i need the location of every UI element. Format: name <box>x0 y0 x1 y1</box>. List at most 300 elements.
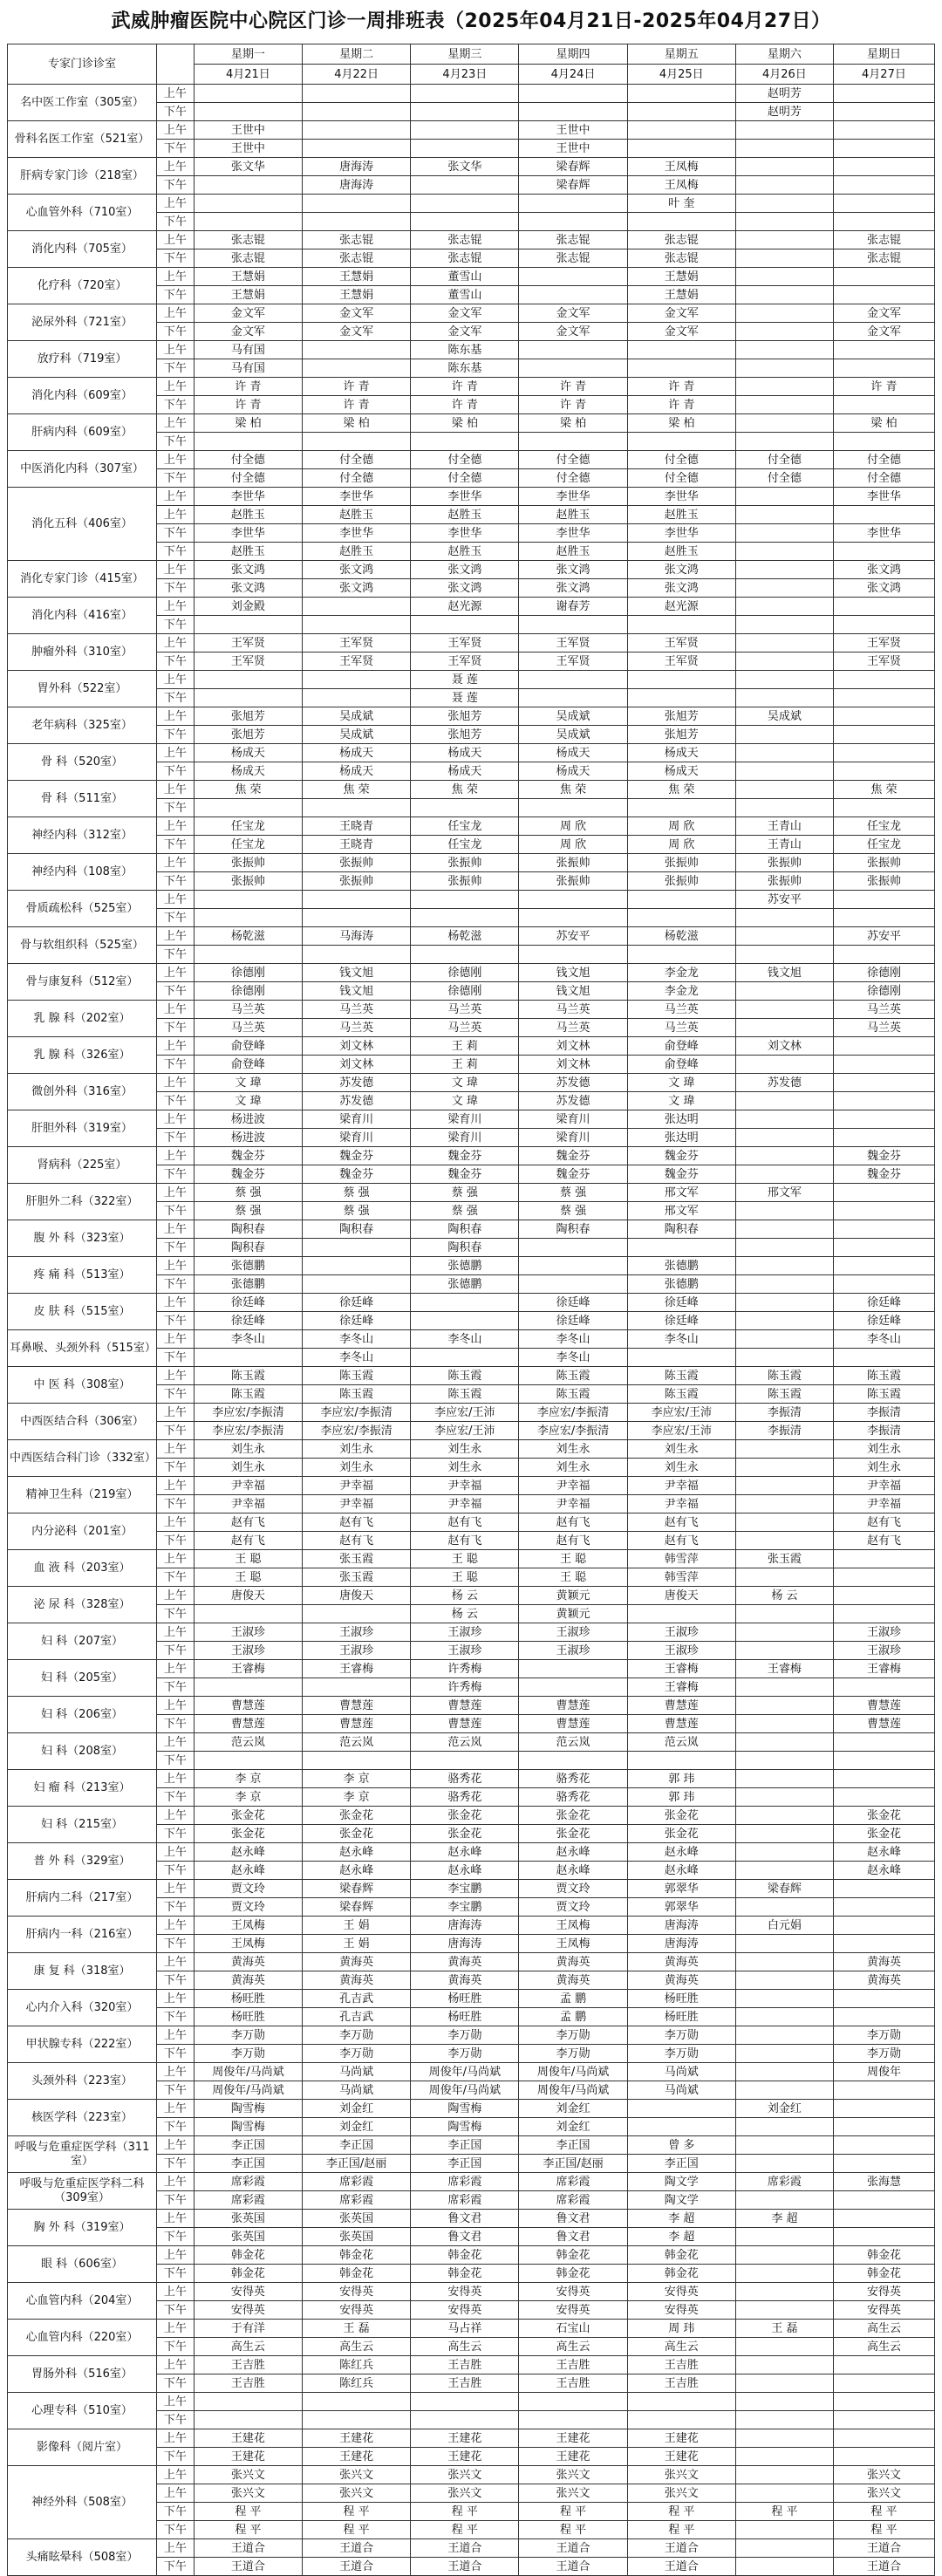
doctor-cell <box>735 2429 833 2448</box>
schedule-row <box>8 744 935 762</box>
doctor-cell: 张文鸿 <box>411 561 519 579</box>
doctor-cell: 赵胜玉 <box>411 543 519 561</box>
doctor-cell: 叶 奎 <box>627 195 735 213</box>
doctor-cell: 聂 莲 <box>411 671 519 689</box>
doctor-cell: 苏安平 <box>519 927 627 946</box>
doctor-cell <box>627 359 735 378</box>
doctor-cell <box>194 909 302 927</box>
doctor-cell: 金文军 <box>303 304 411 323</box>
doctor-cell: 席彩霞 <box>411 2191 519 2210</box>
doctor-cell: 杨进波 <box>194 1129 302 1147</box>
doctor-cell: 唐海涛 <box>411 1935 519 1953</box>
doctor-cell <box>627 433 735 451</box>
doctor-cell: 魏金芬 <box>194 1147 302 1165</box>
doctor-cell <box>833 1220 934 1239</box>
doctor-cell: 张志锟 <box>194 249 302 268</box>
doctor-cell: 梁育川 <box>519 1129 627 1147</box>
doctor-cell <box>194 433 302 451</box>
schedule-row <box>8 964 935 982</box>
doctor-cell: 尹幸福 <box>833 1477 934 1495</box>
doctor-cell: 张文鸿 <box>194 579 302 598</box>
doctor-cell: 陶积春 <box>411 1220 519 1239</box>
doctor-cell: 金文军 <box>833 304 934 323</box>
doctor-cell: 张文鸿 <box>519 561 627 579</box>
doctor-cell: 杨成天 <box>303 762 411 781</box>
doctor-cell <box>735 213 833 231</box>
doctor-cell: 李万勋 <box>303 2045 411 2063</box>
doctor-cell: 黄海英 <box>411 1971 519 1990</box>
doctor-cell: 马兰英 <box>303 1001 411 1019</box>
session-period: 下午 <box>157 1752 195 1770</box>
doctor-cell: 邢文军 <box>627 1202 735 1220</box>
doctor-cell: 陈玉霞 <box>833 1367 934 1385</box>
department-name: 中 医 科（308室） <box>8 1367 157 1404</box>
doctor-cell <box>735 2484 833 2503</box>
doctor-cell: 许 青 <box>519 378 627 396</box>
doctor-cell: 钱文旭 <box>303 982 411 1001</box>
department-name: 心血管外科（710室） <box>8 195 157 231</box>
doctor-cell: 王淑珍 <box>303 1623 411 1642</box>
doctor-cell: 王 聪 <box>411 1550 519 1568</box>
doctor-cell <box>735 909 833 927</box>
schedule-row <box>8 927 935 946</box>
doctor-cell <box>833 433 934 451</box>
doctor-cell: 刘生永 <box>519 1440 627 1459</box>
doctor-cell <box>833 506 934 524</box>
doctor-cell: 徐廷峰 <box>627 1312 735 1330</box>
doctor-cell: 王道合 <box>411 2558 519 2576</box>
department-name: 血 液 科（203室） <box>8 1550 157 1587</box>
doctor-cell: 苏发德 <box>519 1092 627 1110</box>
doctor-cell: 刘文林 <box>735 1037 833 1056</box>
department-name: 腹 外 科（323室） <box>8 1220 157 1257</box>
doctor-cell: 刘生永 <box>411 1459 519 1477</box>
doctor-cell: 安得英 <box>627 2283 735 2301</box>
doctor-cell: 王晓青 <box>303 836 411 854</box>
doctor-cell: 付全德 <box>303 469 411 488</box>
department-name: 骨与康复科（512室） <box>8 964 157 1001</box>
doctor-cell: 王军贤 <box>833 634 934 653</box>
doctor-cell: 李应宏/李振清 <box>194 1422 302 1440</box>
doctor-cell <box>627 671 735 689</box>
session-period: 下午 <box>157 2338 195 2356</box>
doctor-cell: 王世中 <box>194 121 302 140</box>
doctor-cell <box>833 1110 934 1129</box>
doctor-cell <box>194 2411 302 2429</box>
doctor-cell <box>303 1239 411 1257</box>
doctor-cell: 高生云 <box>194 2338 302 2356</box>
schedule-row <box>8 2173 935 2191</box>
doctor-cell: 韩雪萍 <box>627 1550 735 1568</box>
doctor-cell <box>735 195 833 213</box>
doctor-cell: 张文鸿 <box>519 579 627 598</box>
doctor-cell: 曹慧莲 <box>194 1697 302 1715</box>
department-name: 头痛眩晕科（508室） <box>8 2539 157 2576</box>
doctor-cell <box>833 726 934 744</box>
doctor-cell <box>735 927 833 946</box>
doctor-cell: 孟 鹏 <box>519 2008 627 2026</box>
doctor-cell: 王淑珍 <box>303 1642 411 1660</box>
doctor-cell <box>833 1056 934 1074</box>
doctor-cell: 张金花 <box>627 1807 735 1825</box>
session-period: 上午 <box>157 598 195 616</box>
doctor-cell <box>735 1019 833 1037</box>
doctor-cell: 李世华 <box>194 488 302 506</box>
doctor-cell: 程 平 <box>735 2503 833 2521</box>
doctor-cell <box>735 2301 833 2320</box>
doctor-cell: 赵胜玉 <box>194 506 302 524</box>
doctor-cell: 张兴文 <box>411 2466 519 2484</box>
doctor-cell: 吴成斌 <box>519 726 627 744</box>
doctor-cell <box>735 1715 833 1733</box>
session-period: 下午 <box>157 2521 195 2539</box>
session-period: 上午 <box>157 1623 195 1642</box>
session-period: 下午 <box>157 982 195 1001</box>
doctor-cell: 黄海英 <box>627 1953 735 1971</box>
doctor-cell: 陈东基 <box>411 341 519 359</box>
doctor-cell: 陈东基 <box>411 359 519 378</box>
doctor-cell: 李正国 <box>303 2136 411 2155</box>
doctor-cell <box>735 1697 833 1715</box>
doctor-cell: 王慧娟 <box>194 268 302 286</box>
doctor-cell <box>833 1184 934 1202</box>
doctor-cell <box>411 140 519 158</box>
department-name: 心血管内科（204室） <box>8 2283 157 2320</box>
doctor-cell: 王凤梅 <box>519 1917 627 1935</box>
department-name: 妇 科（205室） <box>8 1660 157 1697</box>
doctor-cell: 李世华 <box>411 524 519 543</box>
doctor-cell: 安得英 <box>411 2301 519 2320</box>
doctor-cell <box>735 579 833 598</box>
doctor-cell <box>735 2374 833 2393</box>
session-period: 上午 <box>157 707 195 726</box>
doctor-cell: 梁育川 <box>303 1129 411 1147</box>
session-period: 下午 <box>157 2081 195 2100</box>
department-name: 中西医结合科（306室） <box>8 1404 157 1440</box>
session-period: 下午 <box>157 2448 195 2466</box>
doctor-cell: 梁春辉 <box>519 158 627 176</box>
doctor-cell <box>735 140 833 158</box>
doctor-cell <box>411 1349 519 1367</box>
doctor-cell: 王吉胜 <box>519 2374 627 2393</box>
doctor-cell: 李宝鹏 <box>411 1898 519 1917</box>
doctor-cell: 赵光源 <box>411 598 519 616</box>
doctor-cell: 刘生永 <box>627 1440 735 1459</box>
doctor-cell: 梁春辉 <box>303 1898 411 1917</box>
session-period: 下午 <box>157 1422 195 1440</box>
doctor-cell: 金文军 <box>194 304 302 323</box>
department-name: 胃外科（522室） <box>8 671 157 707</box>
doctor-cell <box>735 2081 833 2100</box>
doctor-cell: 刘金红 <box>303 2100 411 2118</box>
doctor-cell: 曹慧莲 <box>833 1715 934 1733</box>
doctor-cell: 黄颖元 <box>519 1587 627 1605</box>
doctor-cell <box>194 1678 302 1697</box>
doctor-cell <box>735 1513 833 1532</box>
doctor-cell: 魏金芬 <box>303 1147 411 1165</box>
doctor-cell: 梁春辉 <box>735 1880 833 1898</box>
session-period: 下午 <box>157 616 195 634</box>
doctor-cell: 王军贤 <box>627 634 735 653</box>
doctor-cell: 孟 鹏 <box>519 1990 627 2008</box>
doctor-cell: 骆秀花 <box>411 1788 519 1807</box>
doctor-cell: 张振帅 <box>735 872 833 891</box>
doctor-cell: 张金花 <box>411 1825 519 1843</box>
doctor-cell: 王青山 <box>735 836 833 854</box>
doctor-cell: 王 聪 <box>519 1550 627 1568</box>
schedule-row <box>8 1770 935 1788</box>
doctor-cell <box>833 1550 934 1568</box>
doctor-cell: 张振帅 <box>519 872 627 891</box>
doctor-cell: 王淑珍 <box>833 1623 934 1642</box>
department-name: 肾病科（225室） <box>8 1147 157 1184</box>
doctor-cell: 赵有飞 <box>194 1513 302 1532</box>
doctor-cell: 刘生永 <box>627 1459 735 1477</box>
doctor-cell <box>519 946 627 964</box>
schedule-row <box>8 2356 935 2374</box>
header-date: 4月25日 <box>627 65 735 85</box>
doctor-cell <box>833 158 934 176</box>
doctor-cell: 苏安平 <box>735 891 833 909</box>
doctor-cell: 曹慧莲 <box>627 1715 735 1733</box>
doctor-cell: 刘生永 <box>833 1440 934 1459</box>
doctor-cell: 赵永峰 <box>833 1862 934 1880</box>
doctor-cell <box>735 2155 833 2173</box>
header-date: 4月23日 <box>411 65 519 85</box>
schedule-row <box>8 341 935 359</box>
doctor-cell <box>411 1312 519 1330</box>
doctor-cell: 张德鹏 <box>411 1275 519 1294</box>
doctor-cell: 赵胜玉 <box>519 543 627 561</box>
doctor-cell: 李万勋 <box>833 2045 934 2063</box>
doctor-cell: 焦 荣 <box>411 781 519 799</box>
doctor-cell <box>833 2081 934 2100</box>
doctor-cell <box>833 2448 934 2466</box>
doctor-cell: 陶积春 <box>519 1220 627 1239</box>
doctor-cell: 杨乾滋 <box>411 927 519 946</box>
doctor-cell: 赵永峰 <box>519 1843 627 1862</box>
doctor-cell: 赵胜玉 <box>519 506 627 524</box>
session-period: 下午 <box>157 2155 195 2173</box>
doctor-cell: 王吉胜 <box>627 2356 735 2374</box>
doctor-cell: 张英国 <box>194 2210 302 2228</box>
doctor-cell: 蔡 强 <box>519 1184 627 1202</box>
doctor-cell <box>833 2118 934 2136</box>
doctor-cell: 梁 柏 <box>411 414 519 433</box>
doctor-cell: 张兴文 <box>627 2484 735 2503</box>
doctor-cell: 金文军 <box>627 323 735 341</box>
doctor-cell: 刘生永 <box>833 1459 934 1477</box>
doctor-cell <box>833 195 934 213</box>
doctor-cell <box>833 1275 934 1294</box>
doctor-cell: 苏发德 <box>303 1074 411 1092</box>
session-period: 上午 <box>157 1697 195 1715</box>
doctor-cell <box>735 1056 833 1074</box>
session-period: 下午 <box>157 1605 195 1623</box>
doctor-cell: 刘金红 <box>519 2100 627 2118</box>
schedule-row <box>8 2100 935 2118</box>
session-period: 上午 <box>157 634 195 653</box>
doctor-cell <box>833 2228 934 2246</box>
doctor-cell: 任宝龙 <box>833 836 934 854</box>
session-period: 下午 <box>157 524 195 543</box>
doctor-cell: 李万勋 <box>627 2045 735 2063</box>
session-period: 上午 <box>157 2356 195 2374</box>
doctor-cell <box>519 891 627 909</box>
doctor-cell <box>303 2411 411 2429</box>
department-name: 消化内科（416室） <box>8 598 157 634</box>
doctor-cell: 鲁文君 <box>519 2210 627 2228</box>
doctor-cell: 马兰英 <box>519 1001 627 1019</box>
doctor-cell: 张金花 <box>627 1825 735 1843</box>
doctor-cell <box>833 1752 934 1770</box>
doctor-cell: 徐廷峰 <box>519 1294 627 1312</box>
doctor-cell <box>833 909 934 927</box>
doctor-cell: 李冬山 <box>627 1330 735 1349</box>
doctor-cell: 李应宏/李振清 <box>519 1422 627 1440</box>
session-period: 下午 <box>157 579 195 598</box>
doctor-cell: 张金花 <box>519 1825 627 1843</box>
doctor-cell: 付全德 <box>735 451 833 469</box>
doctor-cell: 钱文旭 <box>303 964 411 982</box>
doctor-cell <box>833 2136 934 2155</box>
doctor-cell: 杨旺胜 <box>194 2008 302 2026</box>
doctor-cell <box>735 946 833 964</box>
doctor-cell: 徐德刚 <box>833 982 934 1001</box>
doctor-cell: 王淑珍 <box>519 1642 627 1660</box>
schedule-row <box>8 1440 935 1459</box>
doctor-cell: 王建花 <box>411 2448 519 2466</box>
doctor-cell <box>411 1752 519 1770</box>
department-name: 消化五科（406室） <box>8 488 157 561</box>
doctor-cell <box>735 1220 833 1239</box>
doctor-cell: 吴成斌 <box>303 726 411 744</box>
doctor-cell: 周俊年 <box>833 2063 934 2081</box>
doctor-cell: 黄海英 <box>303 1971 411 1990</box>
doctor-cell: 程 平 <box>194 2521 302 2539</box>
schedule-row <box>8 1257 935 1275</box>
doctor-cell: 韩金花 <box>194 2265 302 2283</box>
doctor-cell: 王淑珍 <box>627 1623 735 1642</box>
doctor-cell: 王淑珍 <box>194 1642 302 1660</box>
doctor-cell: 张达明 <box>627 1129 735 1147</box>
doctor-cell <box>303 195 411 213</box>
doctor-cell <box>627 799 735 817</box>
doctor-cell: 张德鹏 <box>627 1257 735 1275</box>
doctor-cell: 付全德 <box>627 451 735 469</box>
doctor-cell <box>519 671 627 689</box>
doctor-cell <box>735 2539 833 2558</box>
schedule-row <box>8 1367 935 1385</box>
doctor-cell <box>735 799 833 817</box>
doctor-cell <box>735 1752 833 1770</box>
doctor-cell: 任宝龙 <box>411 836 519 854</box>
doctor-cell: 陶雪梅 <box>194 2118 302 2136</box>
doctor-cell: 程 平 <box>411 2521 519 2539</box>
doctor-cell: 黄海英 <box>411 1953 519 1971</box>
doctor-cell: 杨成天 <box>411 744 519 762</box>
doctor-cell: 黄海英 <box>833 1971 934 1990</box>
doctor-cell: 赵胜玉 <box>627 543 735 561</box>
schedule-row <box>8 561 935 579</box>
doctor-cell: 尹幸福 <box>519 1477 627 1495</box>
doctor-cell: 陈玉霞 <box>303 1367 411 1385</box>
doctor-cell <box>735 2026 833 2045</box>
doctor-cell <box>627 85 735 103</box>
doctor-cell: 张金花 <box>303 1807 411 1825</box>
doctor-cell <box>627 2100 735 2118</box>
doctor-cell <box>735 1898 833 1917</box>
doctor-cell: 周 欣 <box>627 836 735 854</box>
doctor-cell <box>735 543 833 561</box>
doctor-cell: 李万勋 <box>519 2026 627 2045</box>
doctor-cell: 刘生永 <box>303 1459 411 1477</box>
doctor-cell: 焦 荣 <box>627 781 735 799</box>
doctor-cell: 尹幸福 <box>411 1477 519 1495</box>
doctor-cell: 安得英 <box>303 2283 411 2301</box>
session-period: 上午 <box>157 2429 195 2448</box>
session-period: 下午 <box>157 2374 195 2393</box>
schedule-row <box>8 1001 935 1019</box>
doctor-cell: 梁育川 <box>411 1110 519 1129</box>
doctor-cell: 陶雪梅 <box>411 2118 519 2136</box>
doctor-cell: 张德鹏 <box>194 1275 302 1294</box>
session-period: 上午 <box>157 2246 195 2265</box>
doctor-cell <box>735 2265 833 2283</box>
doctor-cell: 刘生永 <box>303 1440 411 1459</box>
doctor-cell <box>735 1294 833 1312</box>
doctor-cell: 王建花 <box>303 2448 411 2466</box>
doctor-cell: 陈玉霞 <box>627 1385 735 1404</box>
doctor-cell: 王军贤 <box>303 634 411 653</box>
doctor-cell: 张英国 <box>303 2210 411 2228</box>
doctor-cell: 贾文玲 <box>519 1880 627 1898</box>
doctor-cell: 王吉胜 <box>627 2374 735 2393</box>
doctor-cell: 曹慧莲 <box>519 1697 627 1715</box>
doctor-cell: 黄海英 <box>519 1953 627 1971</box>
session-period: 上午 <box>157 1990 195 2008</box>
doctor-cell <box>833 707 934 726</box>
doctor-cell: 安得英 <box>833 2301 934 2320</box>
doctor-cell: 赵胜玉 <box>194 543 302 561</box>
doctor-cell: 谢春芳 <box>519 598 627 616</box>
doctor-cell: 程 平 <box>833 2503 934 2521</box>
doctor-cell: 刘金红 <box>303 2118 411 2136</box>
doctor-cell: 张金花 <box>194 1807 302 1825</box>
department-name: 肝病内二科（217室） <box>8 1880 157 1917</box>
doctor-cell: 王青山 <box>735 817 833 836</box>
doctor-cell: 曹慧莲 <box>194 1715 302 1733</box>
doctor-cell: 韩雪萍 <box>627 1568 735 1587</box>
doctor-cell: 高生云 <box>411 2338 519 2356</box>
session-period: 下午 <box>157 213 195 231</box>
doctor-cell: 范云岚 <box>627 1733 735 1752</box>
session-period: 下午 <box>157 2008 195 2026</box>
department-name: 呼吸与危重症医学科二科（309室） <box>8 2173 157 2210</box>
doctor-cell: 李振清 <box>735 1404 833 1422</box>
session-period: 下午 <box>157 762 195 781</box>
doctor-cell: 席彩霞 <box>519 2191 627 2210</box>
schedule-row <box>8 2063 935 2081</box>
doctor-cell <box>833 2210 934 2228</box>
doctor-cell: 郭翠华 <box>627 1880 735 1898</box>
doctor-cell <box>519 268 627 286</box>
doctor-cell: 马兰英 <box>519 1019 627 1037</box>
doctor-cell: 文 瑋 <box>411 1074 519 1092</box>
doctor-cell: 张振帅 <box>833 854 934 872</box>
doctor-cell <box>627 946 735 964</box>
session-period: 下午 <box>157 140 195 158</box>
